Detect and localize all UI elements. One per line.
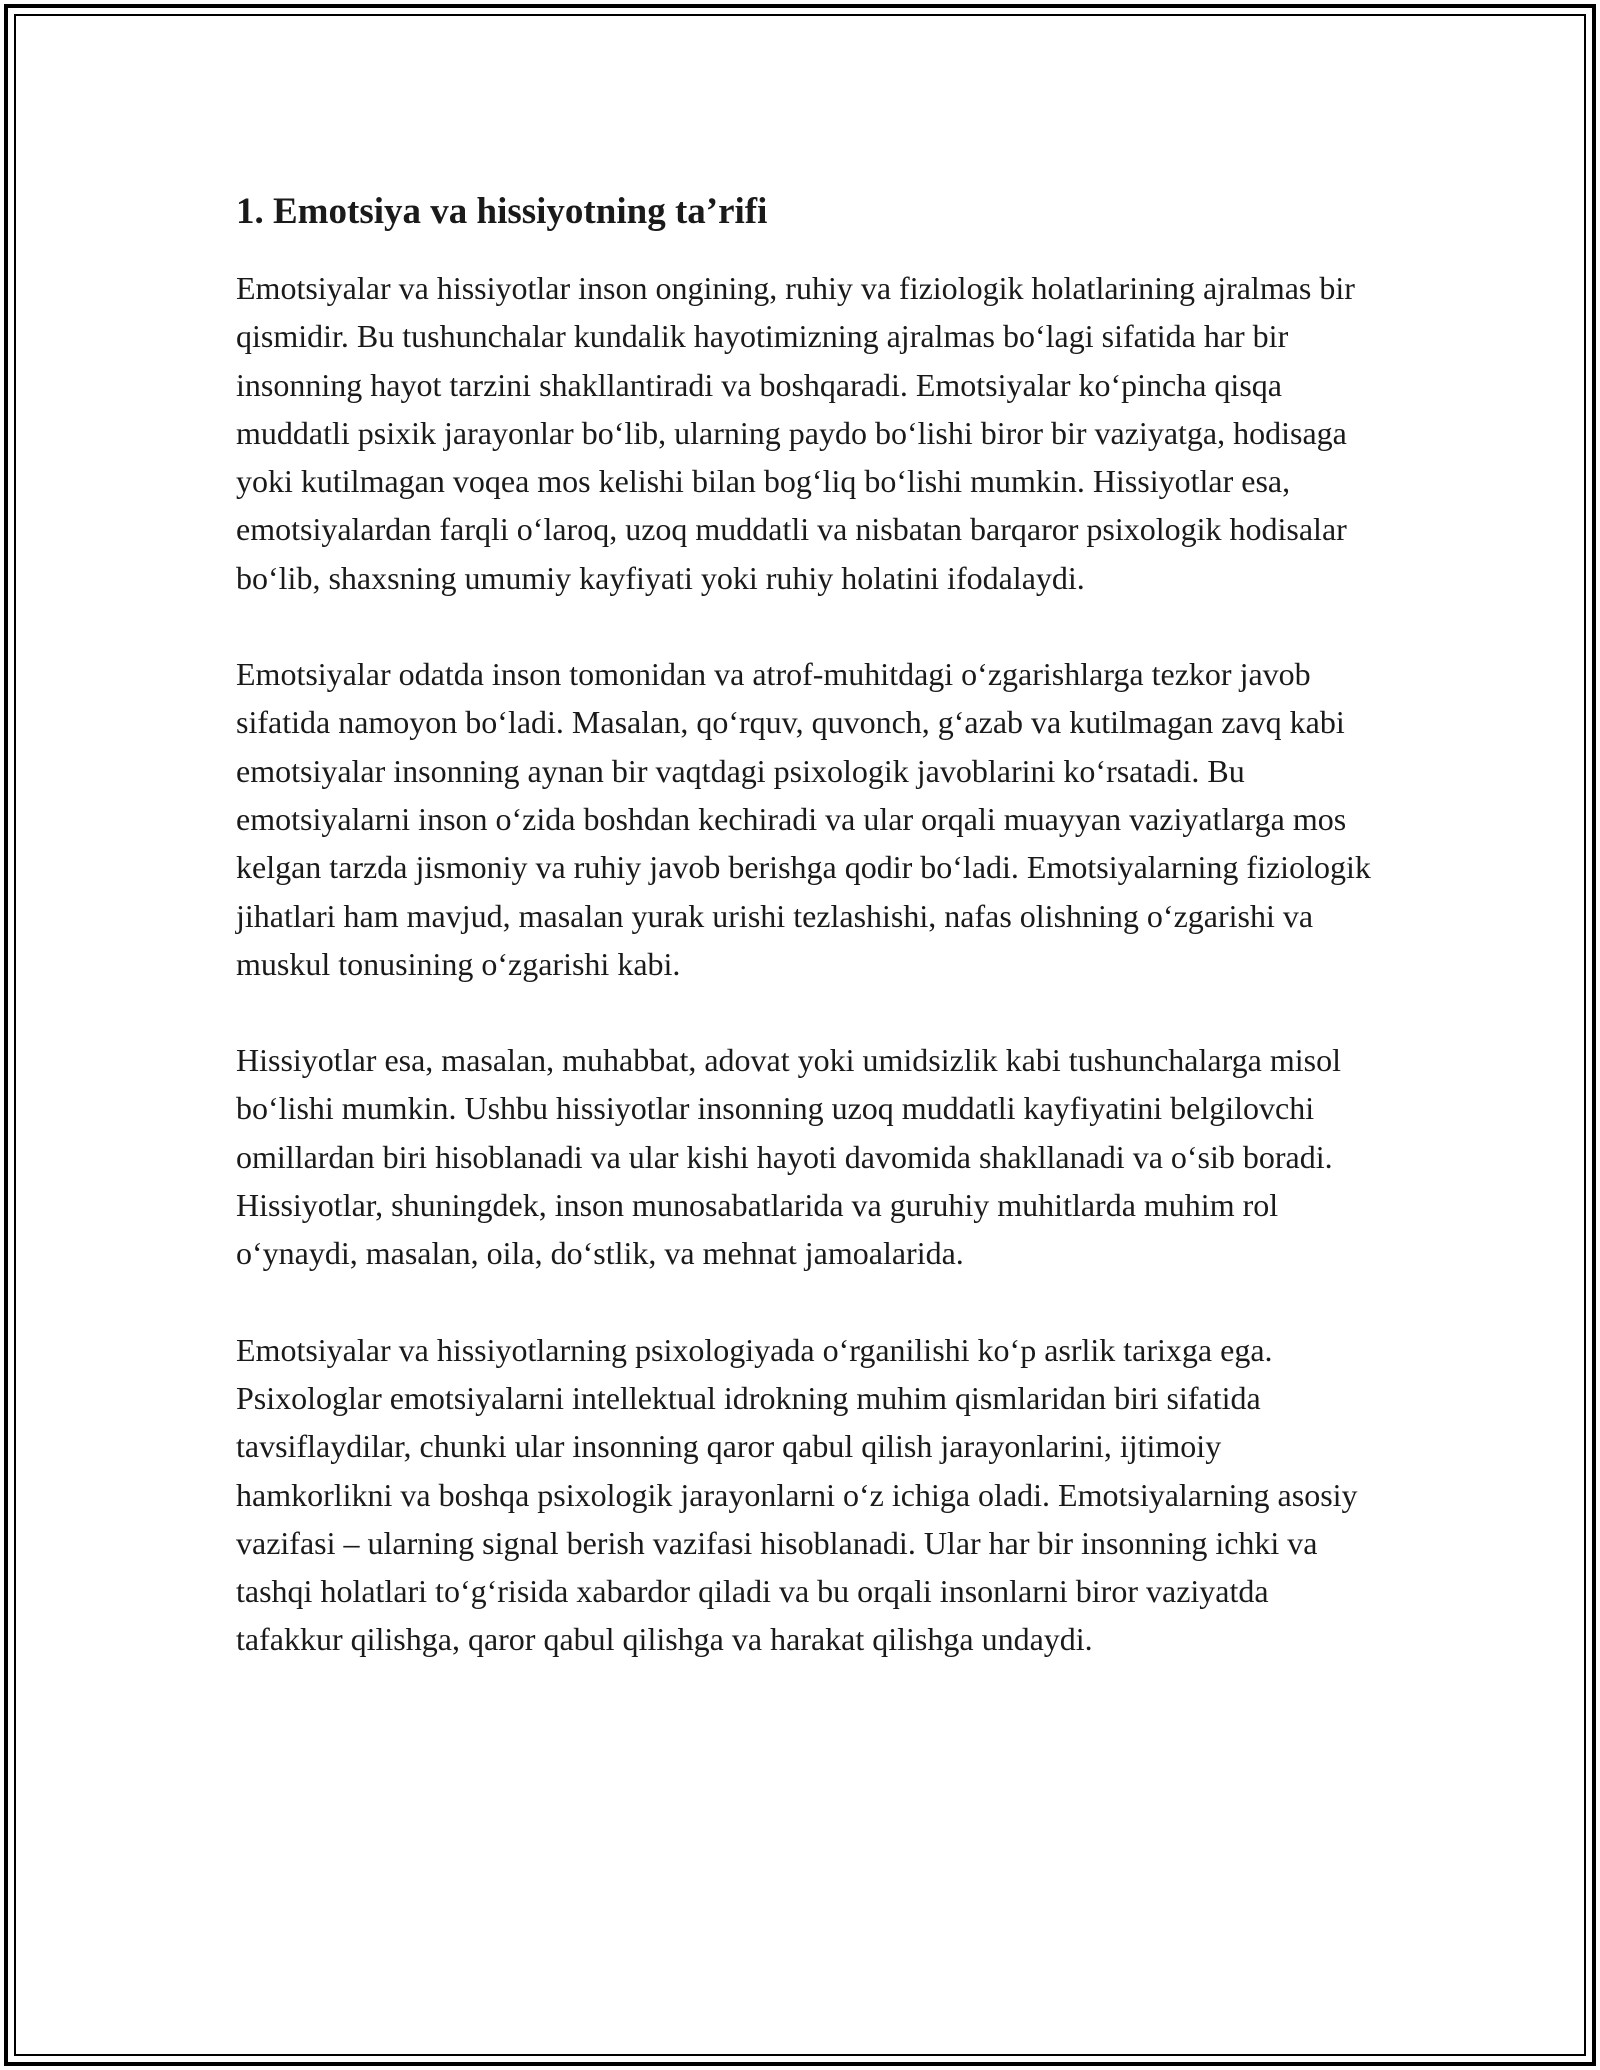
section-heading: 1. Emotsiya va hissiyotning ta’rifi — [236, 191, 768, 232]
paragraph-1: Emotsiyalar va hissiyotlar inson ongining, ruhiy va fiziologik holatlarining ajralmas bir qismidir. Bu tushunchalar kundalik hayotimizning ajralmas bo‘lagi sifatida har bir insonning hayot tarzini shakllantiradi va boshqaradi. Emotsiyalar ko‘pincha qisqa muddatli psixik jarayonlar bo‘lib, ularning paydo bo‘lishi biror bir vaziyatga, hodisaga yoki kutilmagan voqea mos kelishi bilan bog‘liq bo‘lishi mumkin. Hissiyotlar esa, emotsiyalardan farqli o‘laroq, uzoq muddatli va nisbatan barqaror psixologik hodisalar bo‘lib, shaxsning umumiy kayfiyati yoki ruhiy holatini ifodalaydi. — [236, 270, 1355, 596]
document-body — [236, 188, 1376, 1664]
paragraph-2: Emotsiyalar odatda inson tomonidan va atrof-muhitdagi o‘zgarishlarga tezkor javob sifatida namoyon bo‘ladi. Masalan, qo‘rquv, quvonch, g‘azab va kutilmagan zavq kabi emotsiyalar insonning aynan bir vaqtdagi psixologik javoblarini ko‘rsatadi. Bu emotsiyalarni inson o‘zida boshdan kechiradi va ular orqali muayyan vaziyatlarga mos kelgan tarzda jismoniy va ruhiy javob berishga qodir bo‘ladi. Emotsiyalarning fiziologik jihatlari ham mavjud, masalan yurak urishi tezlashishi, nafas olishning o‘zgarishi va muskul tonusining o‘zgarishi kabi. — [236, 656, 1371, 982]
paragraph-3: Hissiyotlar esa, masalan, muhabbat, adovat yoki umidsizlik kabi tushunchalarga misol bo‘lishi mumkin. Ushbu hissiyotlar insonning uzoq muddatli kayfiyatini belgilovchi omillardan biri hisoblanadi va ular kishi hayoti davomida shakllanadi va o‘sib boradi. Hissiyotlar, shuningdek, inson munosabatlarida va guruhiy muhitlarda muhim rol o‘ynaydi, masalan, oila, do‘stlik, va mehnat jamoalarida. — [236, 1042, 1341, 1272]
paragraph-4: Emotsiyalar va hissiyotlarning psixologiyada o‘rganilishi ko‘p asrlik tarixga ega. Psixologlar emotsiyalarni intellektual idrokning muhim qismlaridan biri sifatida tavsiflaydilar, chunki ular insonning qaror qabul qilish jarayonlarini, ijtimoiy hamkorlikni va boshqa psixologik jarayonlarni o‘z ichiga oladi. Emotsiyalarning asosiy vazifasi – ularning signal berish vazifasi hisoblanadi. Ular har bir insonning ichki va tashqi holatlari to‘g‘risida xabardor qiladi va bu orqali insonlarni biror vaziyatda tafakkur qilishga, qaror qabul qilishga va harakat qilishga undaydi. — [236, 1331, 1358, 1658]
